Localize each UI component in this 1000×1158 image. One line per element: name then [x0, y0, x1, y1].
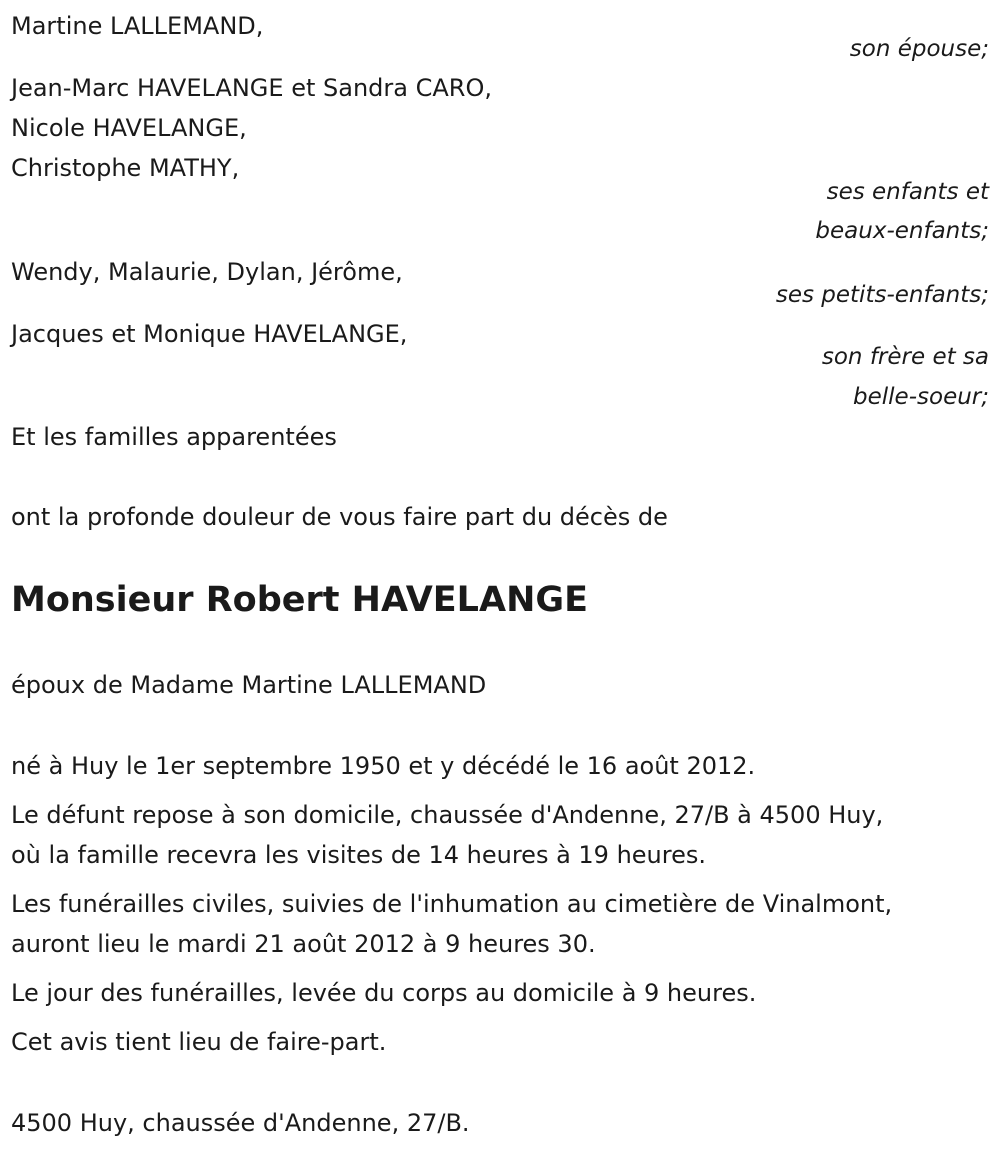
detail-line: auront lieu le mardi 21 août 2012 à 9 heures 30. — [11, 930, 596, 958]
siblings-role: belle-soeur; — [853, 384, 989, 410]
child-line: Christophe MATHY, — [11, 154, 240, 182]
child-line: Nicole HAVELANGE, — [11, 114, 247, 142]
deceased-name: Monsieur Robert HAVELANGE — [11, 580, 589, 620]
announcement-text: ont la profonde douleur de vous faire part du décès de — [11, 503, 668, 531]
detail-line: né à Huy le 1er septembre 1950 et y décédé le 16 août 2012. — [11, 752, 756, 780]
siblings-names: Jacques et Monique HAVELANGE, — [11, 320, 408, 348]
child-line: Jean-Marc HAVELANGE et Sandra CARO, — [11, 74, 492, 102]
siblings-role: son frère et sa — [821, 344, 989, 370]
grandchildren-names: Wendy, Malaurie, Dylan, Jérôme, — [11, 258, 403, 286]
address-line: 4500 Huy, chaussée d'Andenne, 27/B. — [11, 1109, 470, 1137]
detail-line: Cet avis tient lieu de faire-part. — [11, 1028, 387, 1056]
detail-line: Les funérailles civiles, suivies de l'inhumation au cimetière de Vinalmont, — [11, 890, 893, 918]
grandchildren-role: ses petits-enfants; — [775, 282, 989, 308]
detail-line: Le défunt repose à son domicile, chaussée d'Andenne, 27/B à 4500 Huy, — [11, 801, 884, 829]
children-role: ses enfants et — [826, 179, 989, 205]
spouse-of-line: époux de Madame Martine LALLEMAND — [11, 671, 487, 699]
children-role: beaux-enfants; — [815, 218, 989, 244]
detail-line: où la famille recevra les visites de 14 heures à 19 heures. — [11, 841, 707, 869]
spouse-role: son épouse; — [849, 36, 989, 62]
spouse-name: Martine LALLEMAND, — [11, 12, 264, 40]
detail-line: Le jour des funérailles, levée du corps au domicile à 9 heures. — [11, 979, 757, 1007]
related-families: Et les familles apparentées — [11, 423, 337, 451]
